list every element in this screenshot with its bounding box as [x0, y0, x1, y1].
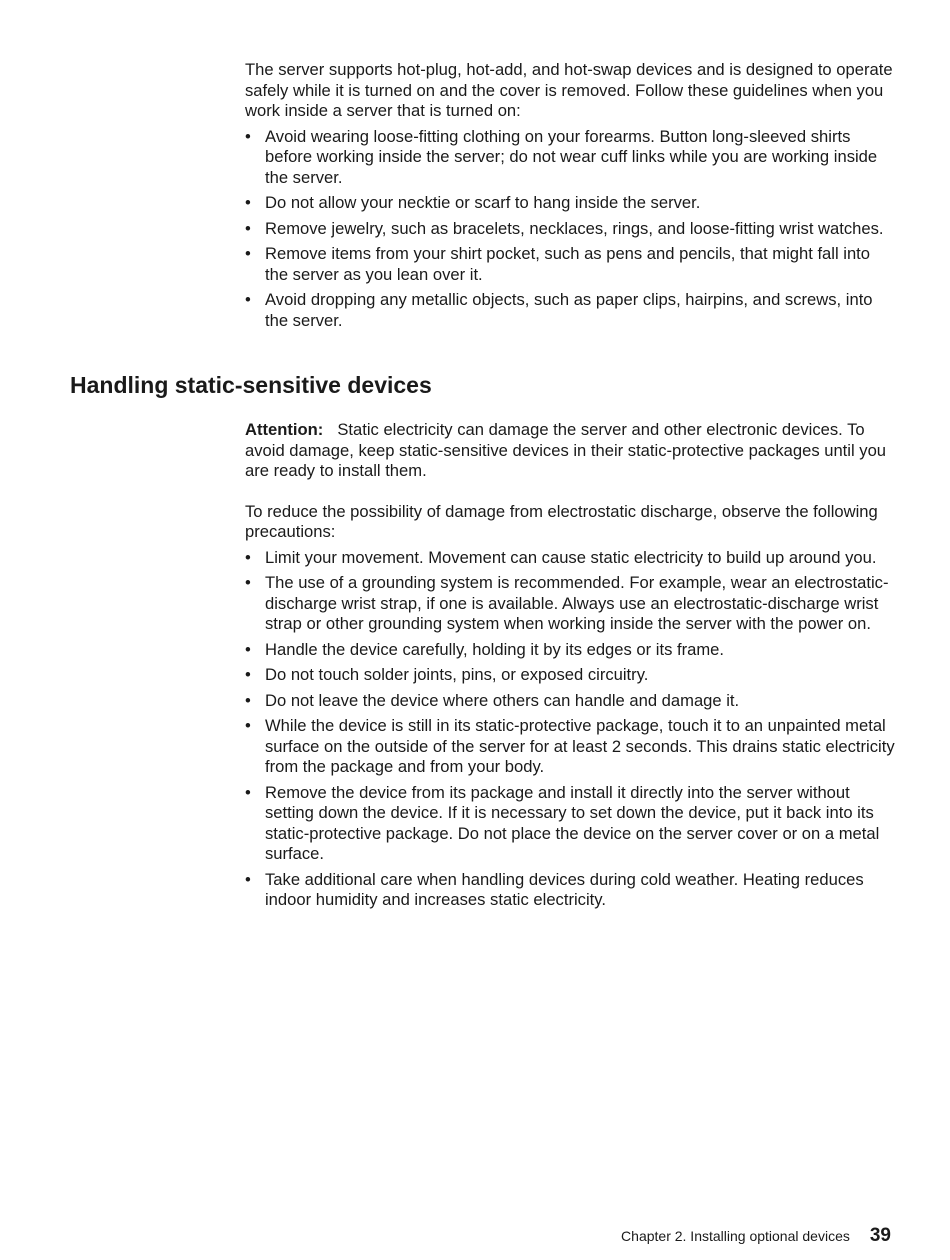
list-item: • Remove items from your shirt pocket, such as pens and pencils, that might fall into the server as you lean over it. — [245, 244, 895, 285]
section-heading: Handling static-sensitive devices — [70, 372, 432, 398]
list-item: • Handle the device carefully, holding it by its edges or its frame. — [245, 640, 895, 661]
list-item: • Limit your movement. Movement can cause static electricity to build up around you. — [245, 548, 895, 569]
list-item: • While the device is still in its static-protective package, touch it to an unpainted metal surface on the outside of the server for at least 2 seconds. This drains static electricity from the package and from your body. — [245, 716, 895, 778]
hot-work-guidelines-list — [245, 127, 895, 332]
list-item: • Avoid wearing loose-fitting clothing on your forearms. Button long-sleeved shirts before working inside the server; do not wear cuff links while you are working inside the server. — [245, 127, 895, 189]
section-body — [245, 420, 895, 916]
list-item: • The use of a grounding system is recommended. For example, wear an electrostatic-discharge wrist strap, if one is available. Always use an electrostatic-discharge wrist strap or other grounding system when working inside the server with the power on. — [245, 573, 895, 635]
attention-label: Attention: — [245, 420, 324, 439]
attention-notice — [245, 420, 895, 482]
footer-chapter-title: Chapter 2. Installing optional devices — [621, 1228, 850, 1244]
page-footer — [621, 1225, 891, 1247]
list-item: • Remove the device from its package and install it directly into the server without setting down the device. If it is necessary to set down the device, put it back into its static-protective package. Do not place the device on the server cover or on a metal surface. — [245, 783, 895, 865]
precautions-intro: To reduce the possibility of damage from electrostatic discharge, observe the following precautions: — [245, 501, 878, 541]
list-item: • Avoid dropping any metallic objects, such as paper clips, hairpins, and screws, into the server. — [245, 290, 895, 331]
page-number: 39 — [869, 1225, 891, 1246]
intro-paragraph: The server supports hot-plug, hot-add, and hot-swap devices and is designed to operate safely while it is turned on and the cover is removed. Follow these guidelines when you work inside a server that is turned on: — [245, 60, 893, 120]
esd-precautions-list — [245, 548, 895, 911]
list-item: • Remove jewelry, such as bracelets, necklaces, rings, and loose-fitting wrist watches. — [245, 219, 895, 240]
list-item: • Do not touch solder joints, pins, or exposed circuitry. — [245, 665, 895, 686]
intro-block — [245, 60, 895, 336]
list-item: • Do not leave the device where others can handle and damage it. — [245, 691, 895, 712]
attention-text: Static electricity can damage the server and other electronic devices. To avoid damage, keep static-sensitive devices in their static-protective packages until you are ready to install them. — [245, 420, 887, 480]
paragraph-gap — [245, 482, 895, 502]
list-item: • Do not allow your necktie or scarf to hang inside the server. — [245, 193, 895, 214]
list-item: • Take additional care when handling devices during cold weather. Heating reduces indoor humidity and increases static electricity. — [245, 870, 895, 911]
